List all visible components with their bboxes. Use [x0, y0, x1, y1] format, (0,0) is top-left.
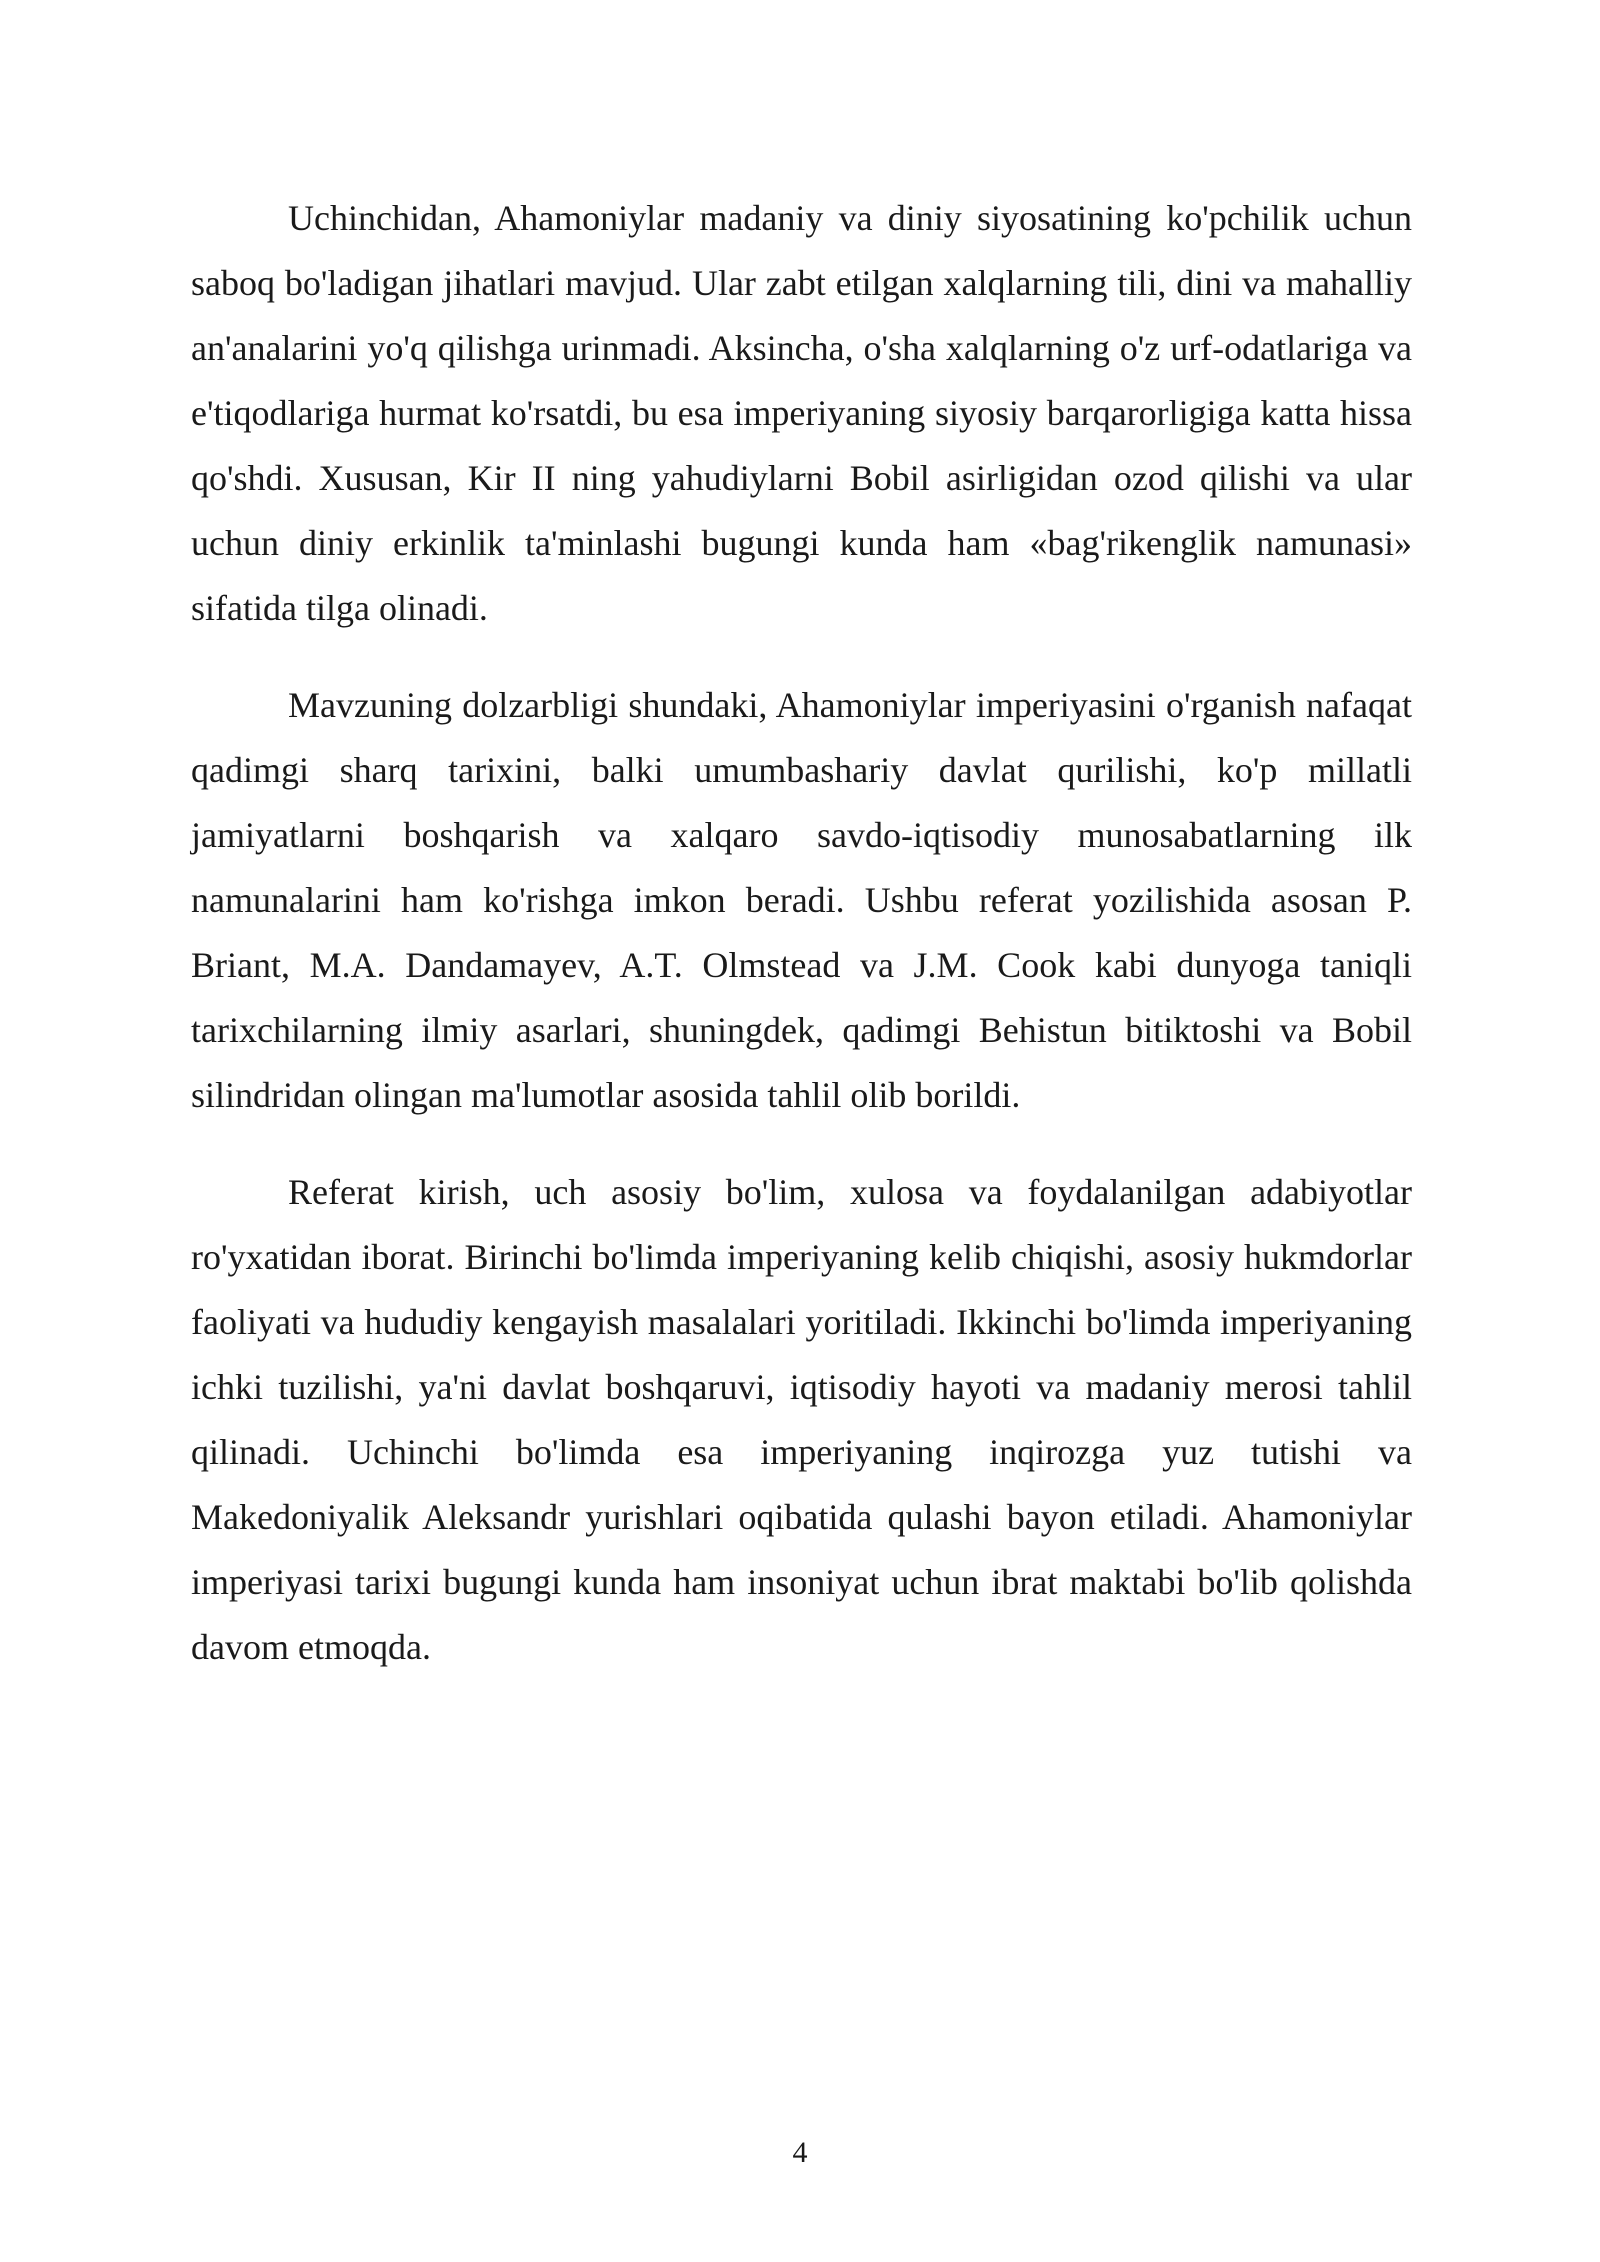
page-number: 4: [792, 2136, 808, 2169]
body-text: [191, 186, 1412, 1712]
paragraph: Mavzuning dolzarbligi shundaki, Ahamoniylar imperiyasini o'rganish nafaqat qadimgi sharq tarixini, balki umumbashariy davlat qurilishi, ko'p millatli jamiyatlarni boshqarish va xalqaro savdo-iqtisodiy munosabatlarning ilk namunalarini ham ko'rishga imkon beradi. Ushbu referat yozilishida asosan P. Briant, M.A. Dandamayev, A.T. Olmstead va J.M. Cook kabi dunyoga taniqli tarixchilarning ilmiy asarlari, shuningdek, qadimgi Behistun bitiktoshi va Bobil silindridan olingan ma'lumotlar asosida tahlil olib borildi.: [191, 685, 1412, 1115]
paragraph: Referat kirish, uch asosiy bo'lim, xulosa va foydalanilgan adabiyotlar ro'yxatidan iborat. Birinchi bo'limda imperiyaning kelib chiqishi, asosiy hukmdorlar faoliyati va hududiy kengayish masalalari yoritiladi. Ikkinchi bo'limda imperiyaning ichki tuzilishi, ya'ni davlat boshqaruvi, iqtisodiy hayoti va madaniy merosi tahlil qilinadi. Uchinchi bo'limda esa imperiyaning inqirozga yuz tutishi va Makedoniyalik Aleksandr yurishlari oqibatida qulashi bayon etiladi. Ahamoniylar imperiyasi tarixi bugungi kunda ham insoniyat uchun ibrat maktabi bo'lib qolishda davom etmoqda.: [191, 1172, 1412, 1667]
paragraph: Uchinchidan, Ahamoniylar madaniy va diniy siyosatining ko'pchilik uchun saboq bo'ladigan jihatlari mavjud. Ular zabt etilgan xalqlarning tili, dini va mahalliy an'analarini yo'q qilishga urinmadi. Aksincha, o'sha xalqlarning o'z urf-odatlariga va e'tiqodlariga hurmat ko'rsatdi, bu esa imperiyaning siyosiy barqarorligiga katta hissa qo'shdi. Xususan, Kir II ning yahudiylarni Bobil asirligidan ozod qilishi va ular uchun diniy erkinlik ta'minlashi bugungi kunda ham «bag'rikenglik namunasi» sifatida tilga olinadi.: [191, 198, 1412, 628]
